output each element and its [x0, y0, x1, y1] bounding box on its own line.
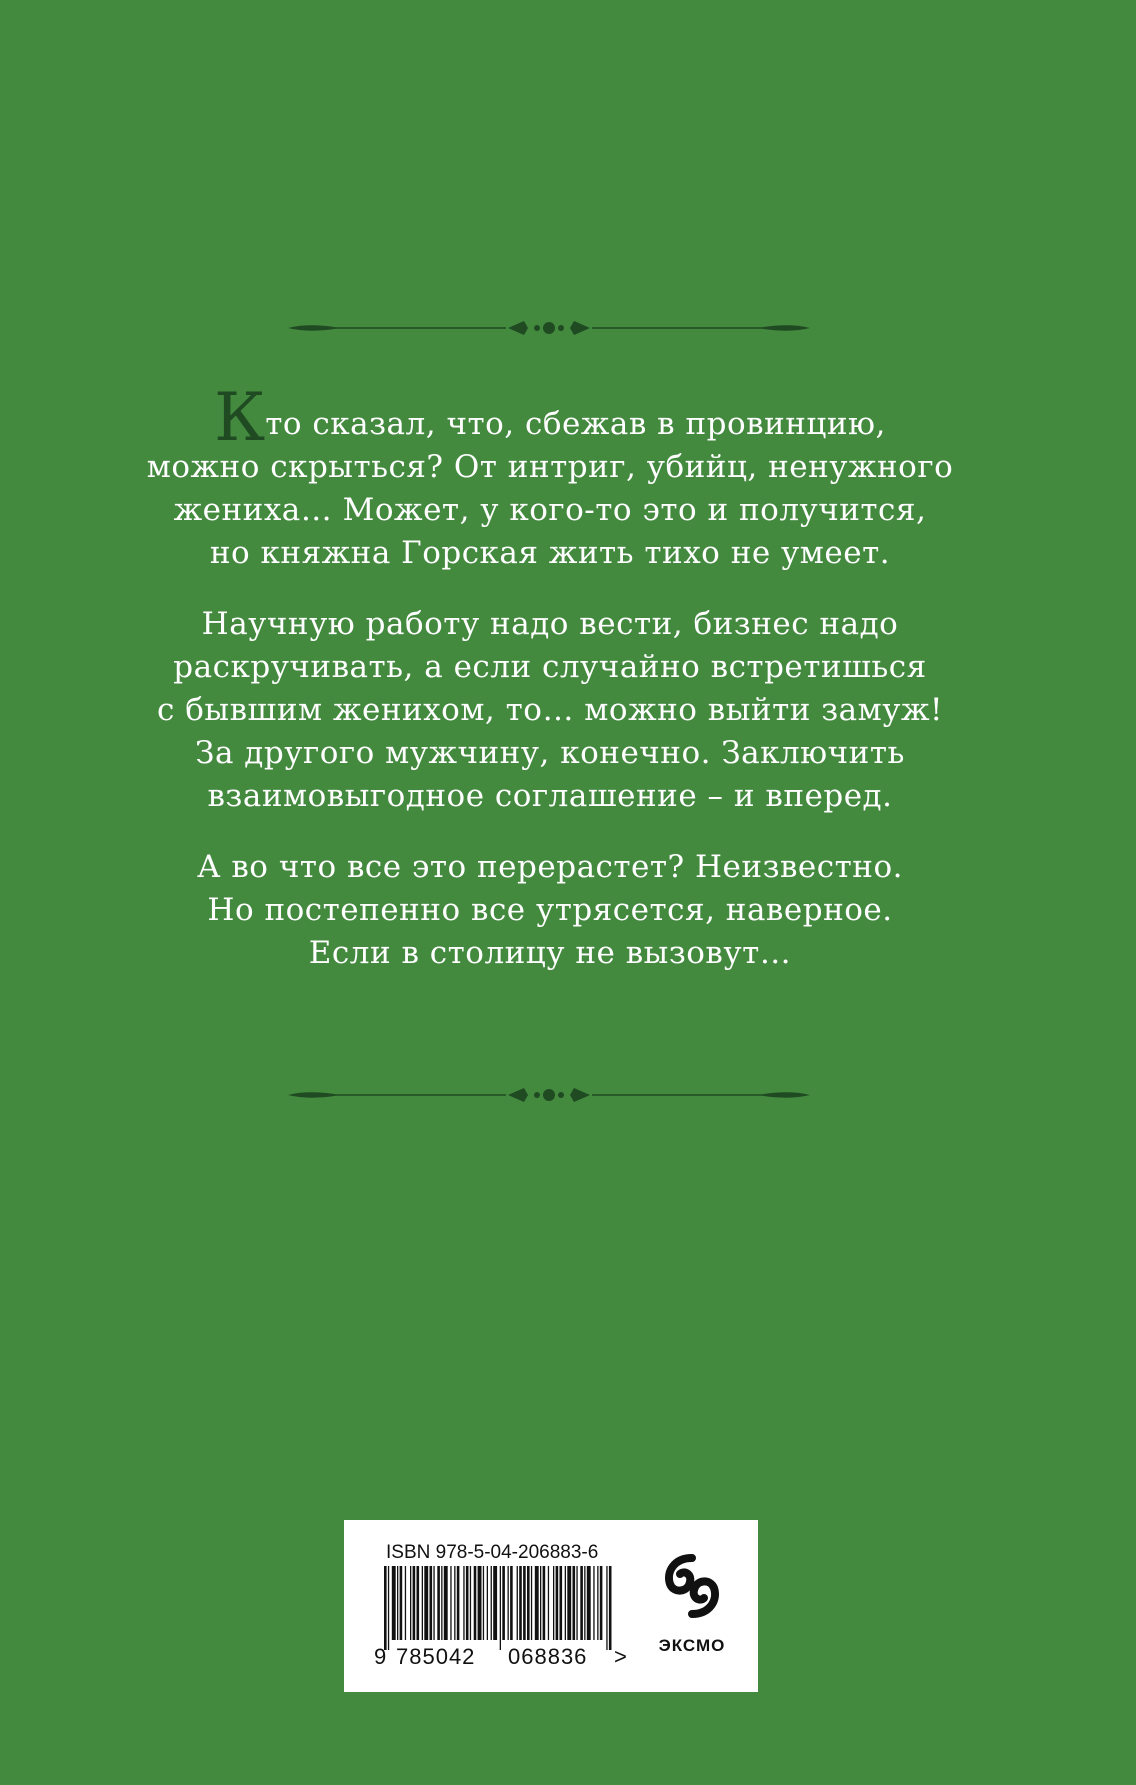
barcode-bar [587, 1566, 591, 1640]
barcode-bar [548, 1566, 549, 1640]
eksmo-logo-icon [660, 1554, 724, 1618]
barcode-bar [527, 1566, 530, 1640]
barcode-bar [413, 1566, 416, 1640]
barcode-digits-end: > [614, 1644, 628, 1669]
bottom-ornament-divider [288, 1085, 810, 1105]
barcode-bar [433, 1566, 434, 1640]
barcode-bar [519, 1566, 522, 1640]
barcode-bar [392, 1566, 396, 1640]
barcode-bar [531, 1566, 532, 1640]
barcode-bar [397, 1566, 398, 1640]
barcode-bar [450, 1566, 451, 1640]
blurb-paragraph-3 [120, 846, 980, 975]
barcode-bar [523, 1566, 526, 1640]
barcode-digits [374, 1644, 628, 1670]
barcode-bar [593, 1566, 594, 1640]
barcode-bar [478, 1566, 482, 1640]
barcode-bar [600, 1566, 603, 1640]
barcode-bar [466, 1566, 469, 1640]
flourish-divider-icon [288, 318, 810, 338]
barcode-bar [487, 1566, 488, 1640]
barcode-digits-right: 068836 [508, 1644, 588, 1669]
blurb-line: А во что все это перерастет? Неизвестно. [197, 849, 903, 885]
barcode-bar [609, 1566, 612, 1650]
blurb-line: жениха… Может, у кого-то это и получится, [173, 492, 927, 528]
barcode-bar [540, 1566, 541, 1640]
barcode-bar [573, 1566, 576, 1640]
barcode-bar [424, 1566, 428, 1640]
barcode-digits-left: 785042 [396, 1644, 476, 1669]
barcode-bar [470, 1566, 471, 1640]
publisher-name: ЭКСМО [658, 1636, 726, 1655]
barcode-bar [597, 1566, 598, 1640]
barcode-bar [388, 1566, 389, 1650]
barcode-bar [437, 1566, 440, 1640]
barcode-bar [535, 1566, 539, 1640]
blurb-line: Научную работу надо вести, бизнес надо [201, 606, 899, 642]
barcode-bar [576, 1566, 577, 1640]
barcode-bar [457, 1566, 460, 1640]
barcode-bar [474, 1566, 477, 1640]
barcode-bar [441, 1566, 442, 1640]
blurb-line: но княжна Горская жить тихо не умеет. [209, 535, 891, 571]
blurb-line-text: то сказал, что, сбежав в провинцию, [265, 406, 886, 442]
blurb-line: Но постепенно все утрясется, наверное. [207, 892, 893, 928]
barcode-bar [565, 1566, 566, 1640]
barcode-bar [417, 1566, 420, 1640]
barcode-bar [510, 1566, 513, 1640]
barcode-bar [567, 1566, 571, 1640]
blurb-paragraph-1 [120, 379, 980, 575]
barcode-bar [606, 1566, 607, 1650]
barcode-bar [405, 1566, 406, 1640]
barcode-bar [400, 1566, 403, 1640]
top-ornament-divider [288, 318, 810, 338]
blurb-line: взаимовыгодное соглашение – и вперед. [207, 778, 893, 814]
barcode-bar [580, 1566, 583, 1640]
isbn-label: ISBN 978-5-04-206883-6 [386, 1542, 599, 1563]
barcode-bar [543, 1566, 546, 1640]
barcode-bar [517, 1566, 518, 1640]
barcode-bar [500, 1566, 501, 1650]
barcode-icon [384, 1566, 614, 1650]
barcode-bar [384, 1566, 387, 1650]
barcode-bar [491, 1566, 492, 1640]
barcode-bar [483, 1566, 484, 1640]
blurb [120, 379, 980, 1003]
blurb-line: можно скрыться? От интриг, убийц, ненужного [146, 449, 954, 485]
barcode-bar [553, 1566, 554, 1640]
barcode-bar [502, 1566, 505, 1640]
barcode-bar [444, 1566, 448, 1640]
barcode-bar [560, 1566, 563, 1640]
barcode-bar [410, 1566, 411, 1640]
barcode-bar [556, 1566, 559, 1640]
barcode-digit-first: 9 [374, 1644, 388, 1669]
blurb-line: раскручивать, а если случайно встретишься [173, 649, 927, 685]
blurb-line: с бывшим женихом, то… можно выйти замуж! [157, 692, 943, 728]
barcode-panel [344, 1520, 758, 1692]
blurb-paragraph-2 [120, 603, 980, 818]
barcode-bar [584, 1566, 585, 1640]
flourish-divider-icon [288, 1085, 810, 1105]
blurb-line [120, 379, 980, 456]
blurb-line: Если в столицу не вызовут… [308, 935, 792, 971]
barcode-bar [422, 1566, 423, 1640]
barcode-bar [463, 1566, 464, 1640]
blurb-line: За другого мужчину, конечно. Заключить [195, 735, 905, 771]
barcode-bar [508, 1566, 509, 1640]
barcode-bar [454, 1566, 455, 1640]
barcode-bar [493, 1566, 497, 1640]
barcode-bar [430, 1566, 433, 1640]
drop-cap: К [214, 379, 266, 456]
